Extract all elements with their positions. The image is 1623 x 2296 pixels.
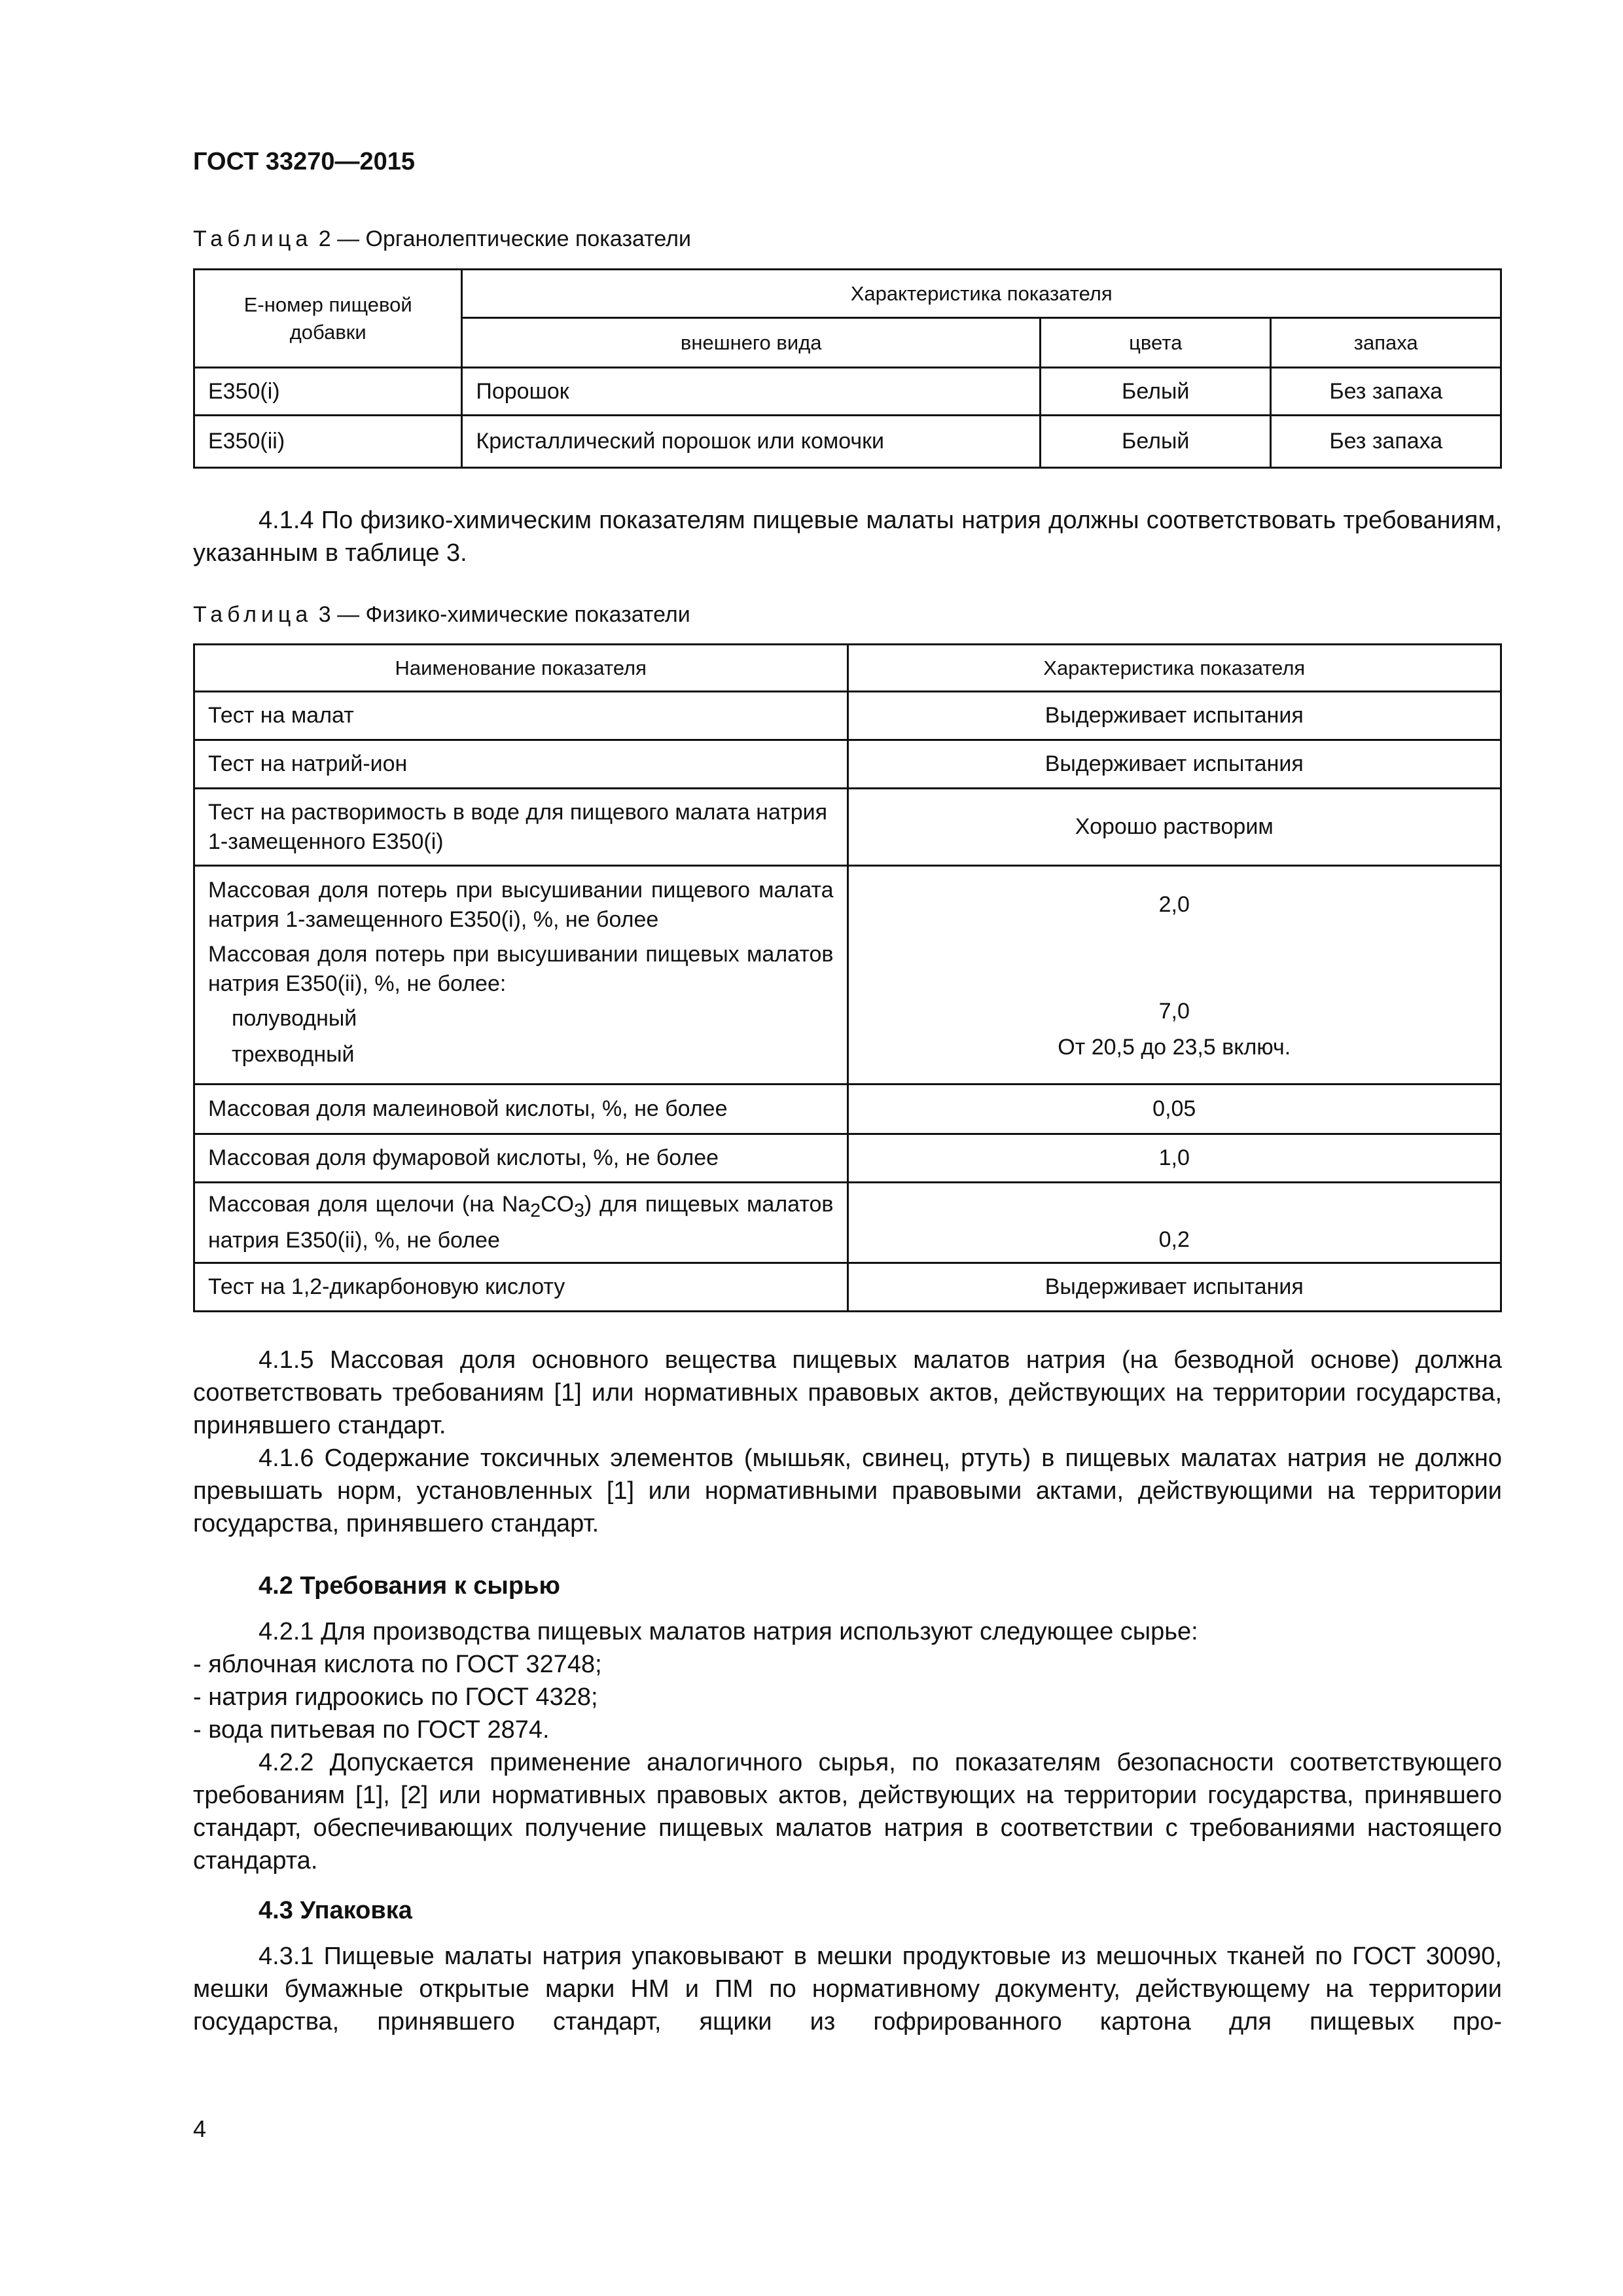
table2-subheader-appearance: внешнего вида: [462, 318, 1041, 368]
section-4-2-body: [193, 1615, 1502, 1877]
table2-subheader-color: цвета: [1041, 318, 1271, 368]
table-row: [194, 1263, 1501, 1311]
heading-4-3: 4.3 Упаковка: [259, 1897, 412, 1924]
table3-caption-title: 3 — Физико-химические показатели: [312, 602, 690, 627]
table3-cell: Тест на натрий-ион: [194, 740, 848, 789]
alkali-text-1: Массовая доля щелочи (на Na: [208, 1192, 531, 1217]
table-physicochemical: [193, 643, 1502, 1312]
table3-cell: Выдерживает испытания: [847, 740, 1501, 789]
paragraph-4-1-4: [193, 504, 1502, 569]
table2-caption-title: 2 — Органолептические показатели: [312, 226, 692, 251]
drying-loss-e350ii-label: Массовая доля потерь при высушивании пищевых малатов натрия Е350(ii), %, не более:: [208, 942, 834, 996]
table-row: [194, 1134, 1501, 1183]
table-row: [194, 866, 1501, 1085]
table2-cell: Е350(i): [194, 368, 462, 416]
table-row: [194, 692, 1501, 740]
table2-cell: Кристаллический порошок или комочки: [462, 416, 1041, 468]
table3-header-value: Характеристика показателя: [847, 645, 1501, 692]
trihydrate-label: трехводный: [232, 1042, 355, 1067]
table3-cell: Массовая доля малеиновой кислоты, %, не более: [194, 1085, 848, 1134]
list-item: - натрия гидроокись по ГОСТ 4328;: [193, 1683, 598, 1711]
table2-cell: Белый: [1041, 368, 1271, 416]
table-row: [194, 789, 1501, 866]
list-item: - вода питьевая по ГОСТ 2874.: [193, 1716, 550, 1744]
table3-header-name: Наименование показателя: [194, 645, 848, 692]
table3-caption: [193, 602, 690, 628]
paragraph-text: 4.1.4 По физико-химическим показателям пищевые малаты натрия должны соответствовать требованиям, указанным в таблице 3.: [193, 507, 1502, 567]
list-item: - яблочная кислота по ГОСТ 32748;: [193, 1651, 602, 1678]
alkali-text-3: ) для пищевых малатов натрия Е350(ii), %, не более: [208, 1192, 834, 1253]
table2-subheader-smell: запаха: [1271, 318, 1501, 368]
drying-loss-e350i-value: 2,0: [1158, 892, 1190, 917]
paragraph-4-1-5: 4.1.5 Массовая доля основного вещества пищевых малатов натрия (на безводной основе) должна соответствовать требованиям [1] или нормативных правовых актов, действующих на территории государства, принявшего стандарт.: [193, 1346, 1502, 1439]
paragraph-4-2-1: 4.2.1 Для производства пищевых малатов натрия используют следующее сырье:: [259, 1618, 1198, 1645]
alkali-text-2: CO: [541, 1192, 575, 1217]
table3-cell-alkali: [194, 1183, 848, 1263]
table3-cell: Тест на малат: [194, 692, 848, 740]
table2-cell: Порошок: [462, 368, 1041, 416]
table3-cell-drying-values: [847, 866, 1501, 1085]
table2-cell: Без запаха: [1271, 416, 1501, 468]
hemihydrate-value: 7,0: [1158, 999, 1190, 1024]
trihydrate-value: От 20,5 до 23,5 включ.: [1058, 1035, 1291, 1060]
table3-cell: 0,2: [847, 1183, 1501, 1263]
table3-cell: Выдерживает испытания: [847, 1263, 1501, 1311]
heading-4-2: 4.2 Требования к сырью: [259, 1572, 560, 1600]
table3-cell: 1,0: [847, 1134, 1501, 1183]
table3-cell: Выдерживает испытания: [847, 692, 1501, 740]
table3-cell: Массовая доля фумаровой кислоты, %, не более: [194, 1134, 848, 1183]
section-4-3-body: [193, 1940, 1502, 2038]
table-organoleptic: [193, 268, 1502, 469]
table3-cell: Тест на 1,2-дикарбоновую кислоту: [194, 1263, 848, 1311]
hemihydrate-label: полуводный: [232, 1006, 357, 1031]
drying-loss-e350i-label: Массовая доля потерь при высушивании пищевого малата натрия 1-замещенного Е350(i), %, не более: [208, 878, 834, 932]
table2-caption-prefix: Таблица: [193, 226, 313, 251]
table2-caption: [193, 226, 691, 252]
table2-group-header: Характеристика показателя: [462, 270, 1501, 318]
table2-cell: Белый: [1041, 416, 1271, 468]
table-row: [194, 1183, 1501, 1263]
table3-cell: 0,05: [847, 1085, 1501, 1134]
paragraphs-4-1-5-to-4-1-6: [193, 1344, 1502, 1540]
paragraph-4-1-6: 4.1.6 Содержание токсичных элементов (мышьяк, свинец, ртуть) в пищевых малатах натрия не должно превышать норм, установленных [1] или нормативными правовыми актами, действующими на территории государства, принявшего стандарт.: [193, 1444, 1502, 1537]
table2-col1-header: Е-номер пищевой добавки: [194, 270, 462, 368]
table3-cell: Хорошо растворим: [847, 789, 1501, 866]
table-row: [194, 416, 1501, 468]
table-row: [194, 368, 1501, 416]
table-row: [194, 1085, 1501, 1134]
table3-cell-drying-loss: [194, 866, 848, 1085]
table3-caption-prefix: Таблица: [193, 602, 313, 627]
alkali-sub-2: 3: [574, 1200, 584, 1221]
table2-cell: Без запаха: [1271, 368, 1501, 416]
table-row: [194, 740, 1501, 789]
standard-header: ГОСТ 33270—2015: [193, 148, 416, 175]
paragraph-4-3-1: 4.3.1 Пищевые малаты натрия упаковывают в мешки продуктовые из мешочных тканей по ГОСТ 30090, мешки бумажные открытые марки НМ и ПМ по нормативному документу, действующему на территории государства, принявшего стандарт, ящики из гофрированного картона для пищевых про-: [193, 1943, 1502, 2036]
alkali-sub-1: 2: [530, 1200, 541, 1221]
table2-cell: Е350(ii): [194, 416, 462, 468]
paragraph-4-2-2: 4.2.2 Допускается применение аналогичного сырья, по показателям безопасности соответствующего требованиям [1], [2] или нормативных правовых актов, действующих на территории государства, принявшего стандарт, обеспечивающих получение пищевых малатов натрия в соответствии с требованиями настоящего стандарта.: [193, 1749, 1502, 1874]
table3-cell: Тест на растворимость в воде для пищевого малата натрия 1-замещенного Е350(i): [194, 789, 848, 866]
page-number: 4: [193, 2115, 207, 2142]
